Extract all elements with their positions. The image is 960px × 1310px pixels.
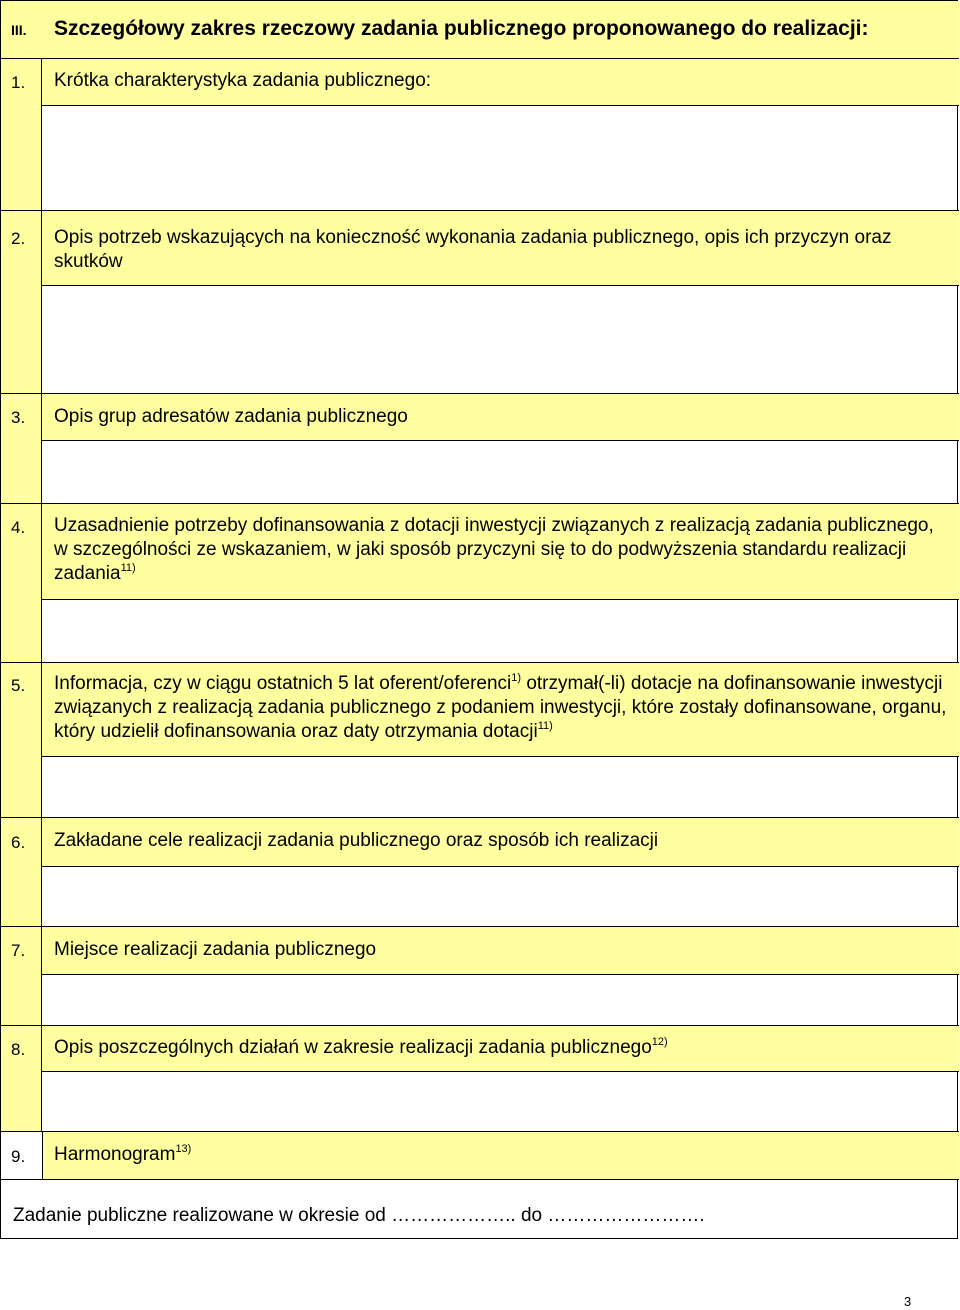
item-7-number: 7. bbox=[11, 941, 26, 960]
section-number: III. bbox=[11, 22, 27, 38]
item-8-answer-field[interactable] bbox=[42, 1072, 959, 1131]
item-6-number: 6. bbox=[11, 833, 26, 852]
item-9-number: 9. bbox=[11, 1147, 26, 1166]
item-2-answer-field[interactable] bbox=[42, 286, 959, 393]
section-header-row bbox=[1, 1, 959, 58]
section-title: Szczegółowy zakres rzeczowy zadania publicznego proponowanego do realizacji: bbox=[54, 17, 869, 40]
item-4-label: Uzasadnienie potrzeby dofinansowania z dotacji inwestycji związanych z realizacją zadania publicznego, w szczególności ze wskazaniem, w jaki sposób przyczyni się to do podwyższenia standardu realizacji zadania$^{11)}$ bbox=[54, 515, 934, 584]
item-1-number: 1. bbox=[11, 73, 26, 92]
item-8-label: Opis poszczególnych działań w zakresie realizacji zadania publicznego$^{12)}$ bbox=[54, 1036, 668, 1058]
item-5-label: Informacja, czy w ciągu ostatnich 5 lat oferent/oferenci$^{1)}$ otrzymał(-li) dotacje na dofinansowanie inwestycji związanych z realizacją zadania publicznego z podaniem inwestycji, które zostały dofinansowane, organu, który udzielił dofinansowania oraz daty otrzymania dotacji$^{11)}$ bbox=[54, 672, 947, 742]
item-1-label: Krótka charakterystyka zadania publicznego: bbox=[54, 70, 432, 91]
item-8-number: 8. bbox=[11, 1040, 26, 1059]
item-2-number: 2. bbox=[11, 229, 26, 248]
item-9-label: Harmonogram$^{13)}$ bbox=[54, 1143, 192, 1165]
item-6-label: Zakładane cele realizacji zadania publicznego oraz sposób ich realizacji bbox=[54, 830, 659, 851]
period-row[interactable] bbox=[1, 1180, 959, 1238]
item-3-number: 3. bbox=[11, 408, 26, 427]
item-7-label: Miejsce realizacji zadania publicznego bbox=[54, 939, 377, 960]
item-5-answer-field[interactable] bbox=[42, 757, 959, 817]
page-number: 3 bbox=[904, 1294, 912, 1309]
period-text: Zadanie publiczne realizowane w okresie od ……………….. do ……………………. bbox=[13, 1205, 705, 1226]
item-5-number: 5. bbox=[11, 676, 26, 695]
item-4-answer-field[interactable] bbox=[42, 600, 959, 662]
item-6-answer-field[interactable] bbox=[42, 867, 959, 926]
item-3-answer-field[interactable] bbox=[42, 441, 959, 503]
item-2-label: Opis potrzeb wskazujących na konieczność wykonania zadania publicznego, opis ich przyczyn oraz skutków bbox=[54, 227, 892, 272]
item-3-label: Opis grup adresatów zadania publicznego bbox=[54, 406, 408, 427]
item-7-answer-field[interactable] bbox=[42, 975, 959, 1025]
item-4-number: 4. bbox=[11, 518, 26, 537]
item-1-answer-field[interactable] bbox=[42, 106, 959, 210]
